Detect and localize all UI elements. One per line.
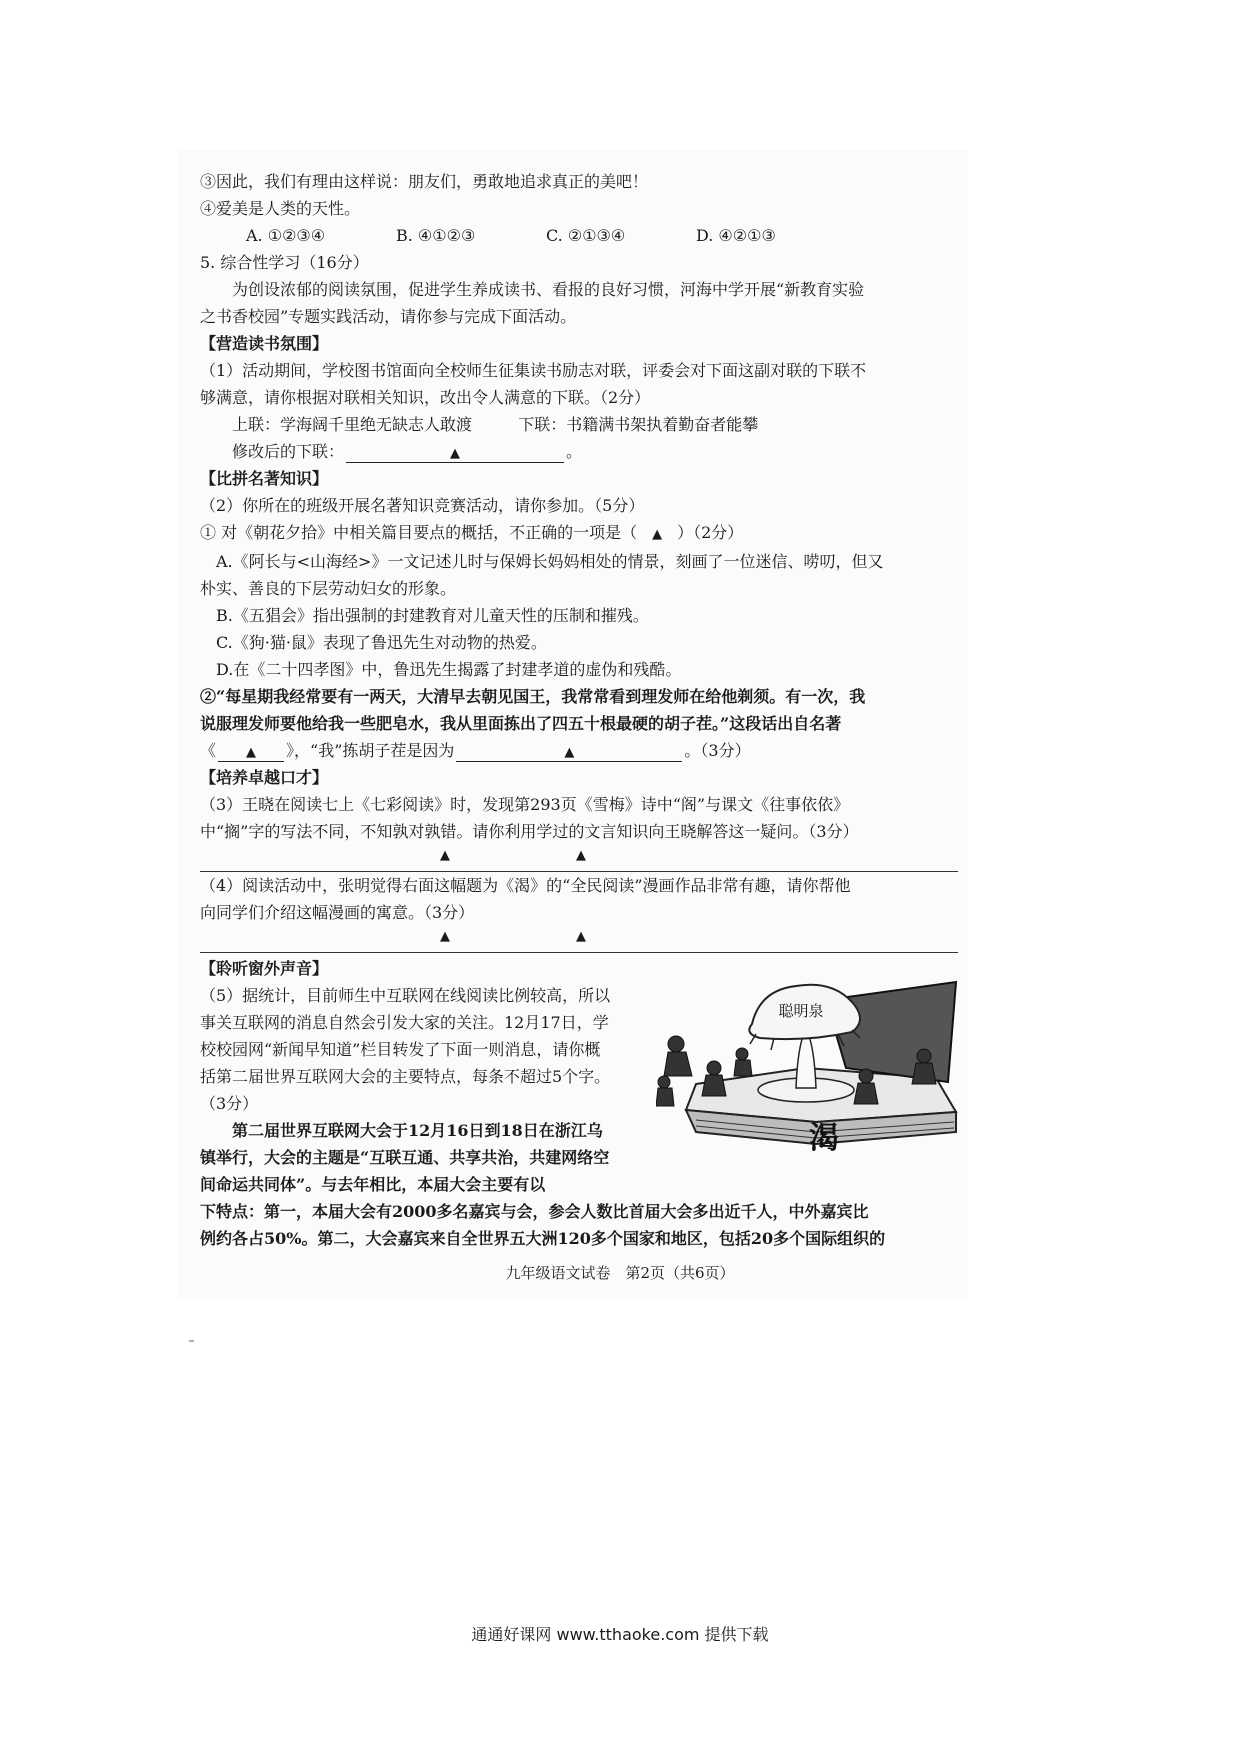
- blank-marker: ▲: [440, 848, 450, 863]
- option-line: C.《狗·猫·鼠》表现了鲁迅先生对动物的热爱。: [216, 633, 547, 652]
- couplet: [200, 411, 962, 438]
- blank-marker: ▲: [246, 745, 257, 760]
- quote-line: 说服理发师要他给我一些肥皂水，我从里面拣出了四五十根最硬的胡子茬。”这段话出自名著: [200, 714, 842, 733]
- punctuation: 。: [566, 442, 583, 461]
- blank-marker: ▲: [576, 929, 586, 944]
- blank-marker: ▲: [564, 745, 575, 760]
- quote-line: ②“每星期我经常要有一两天，大清早去朝见国王，我常常看到理发师在给他剃须。有一次，我: [200, 687, 866, 706]
- question-line: 中“搁”字的写法不同，不知孰对孰错。请你利用学过的文言知识向王晓解答这一疑问。（3分）: [200, 822, 859, 841]
- news-text: 第二届世界互联网大会于12月16日到18日在浙江乌镇举行，大会的主题是“互联互通、共享共治，共建网络空间命运共同体”。与去年相比，本届大会主要有以: [200, 1121, 610, 1194]
- answer-line[interactable]: [200, 926, 958, 953]
- text-line: ③因此，我们有理由这样说：朋友们，勇敢地追求真正的美吧！: [200, 172, 649, 191]
- question-line: （2）你所在的班级开展名著知识竞赛活动，请你参加。（5分）: [200, 496, 645, 515]
- question-line: [200, 519, 962, 548]
- section-heading: 【培养卓越口才】: [200, 768, 329, 787]
- revised-couplet-line: [200, 438, 962, 465]
- news-line: 例约各占50%。第二，大会嘉宾来自全世界五大洲120多个国家和地区，包括20多个国际组织的: [200, 1229, 886, 1248]
- option-d: D. ④②①③: [696, 226, 776, 245]
- blank-marker: ▲: [440, 929, 450, 944]
- section-heading: 【营造读书氛围】: [200, 334, 329, 353]
- question-5-title: 5. 综合性学习（16分）: [200, 253, 369, 272]
- answer-blank[interactable]: [346, 442, 564, 463]
- option-line: B.《五猖会》指出强制的封建教育对儿童天性的压制和摧残。: [216, 606, 649, 625]
- answer-blank[interactable]: [218, 741, 284, 762]
- blank-marker: ▲: [652, 527, 663, 542]
- couplet-upper: 上联：学海阔千里绝无缺志人敢渡: [232, 415, 473, 434]
- question-line: （4）阅读活动中，张明觉得右面这幅题为《渴》的“全民阅读”漫画作品非常有趣，请你帮他: [200, 876, 851, 895]
- question-line: （1）活动期间，学校图书馆面向全校师生征集读书励志对联，评委会对下面这副对联的下联不: [200, 361, 867, 380]
- section-heading: 【比拼名著知识】: [200, 469, 329, 488]
- watermark: 通通好课网 www.tthaoke.com 提供下载: [471, 1625, 769, 1644]
- intro-line: 之书香校园”专题实践活动，请你参与完成下面活动。: [200, 307, 577, 326]
- cartoon-title: 渴: [809, 1121, 839, 1154]
- answer-blank[interactable]: [637, 519, 677, 548]
- question-5-text: （5）据统计，目前师生中互联网在线阅读比例较高，所以事关互联网的消息自然会引发大家的关注。12月17日，学校校园网“新闻早知道”栏目转发了下面一则消息，请你概括第二届世界互联网大会的主要特点，每条不超过5个字。（3分）: [200, 986, 611, 1113]
- intro-line: 为创设浓郁的阅读氛围，促进学生养成读书、看报的良好习惯，河海中学开展“新教育实验: [232, 280, 865, 299]
- answer-blank[interactable]: [456, 741, 682, 762]
- question-text: ① 对《朝花夕拾》中相关篇目要点的概括，不正确的一项是（: [200, 523, 638, 542]
- option-line: D.在《二十四孝图》中，鲁迅先生揭露了封建孝道的虚伪和残酷。: [216, 660, 682, 679]
- option-line: A.《阿长与<山海经>》一文记述儿时与保姆长妈妈相处的情景，刻画了一位迷信、唠叨，但又: [216, 552, 884, 571]
- page-footer: 九年级语文试卷 第2页（共6页）: [505, 1264, 735, 1282]
- blank-marker: ▲: [450, 446, 461, 461]
- text-line: ④爱美是人类的天性。: [200, 199, 361, 218]
- question-line: 向同学们介绍这幅漫画的寓意。（3分）: [200, 903, 475, 922]
- option-c: C. ②①③④: [546, 226, 626, 245]
- question-text: 《: [200, 741, 217, 760]
- answer-line[interactable]: [200, 845, 958, 872]
- couplet-lower: 下联：书籍满书架执着勤奋者能攀: [518, 415, 759, 434]
- spring-label: 聪明泉: [778, 1003, 824, 1020]
- section-heading: 【聆听窗外声音】: [200, 959, 329, 978]
- question-text: 。（3分）: [684, 741, 751, 760]
- scan-speck: [189, 1340, 194, 1342]
- news-line: 下特点：第一，本届大会有2000多名嘉宾与会，参会人数比首届大会多出近千人，中外嘉宾比: [200, 1202, 869, 1221]
- question-text: ）（2分）: [677, 523, 744, 542]
- cartoon-illustration: [656, 972, 966, 1154]
- question-text: 》，“我”拣胡子茬是因为: [286, 741, 455, 760]
- question-line: （3）王晓在阅读七上《七彩阅读》时，发现第293页《雪梅》诗中“阁”与课文《往事依依》: [200, 795, 850, 814]
- quote-answer-line: [200, 737, 962, 764]
- revised-label: 修改后的下联：: [232, 442, 345, 461]
- blank-marker: ▲: [576, 848, 586, 863]
- options-row: [200, 222, 962, 249]
- option-a: A. ①②③④: [246, 226, 326, 245]
- option-b: B. ④①②③: [396, 226, 476, 245]
- question-line: 够满意，请你根据对联相关知识，改出令人满意的下联。（2分）: [200, 388, 651, 407]
- option-line: 朴实、善良的下层劳动妇女的形象。: [200, 579, 457, 598]
